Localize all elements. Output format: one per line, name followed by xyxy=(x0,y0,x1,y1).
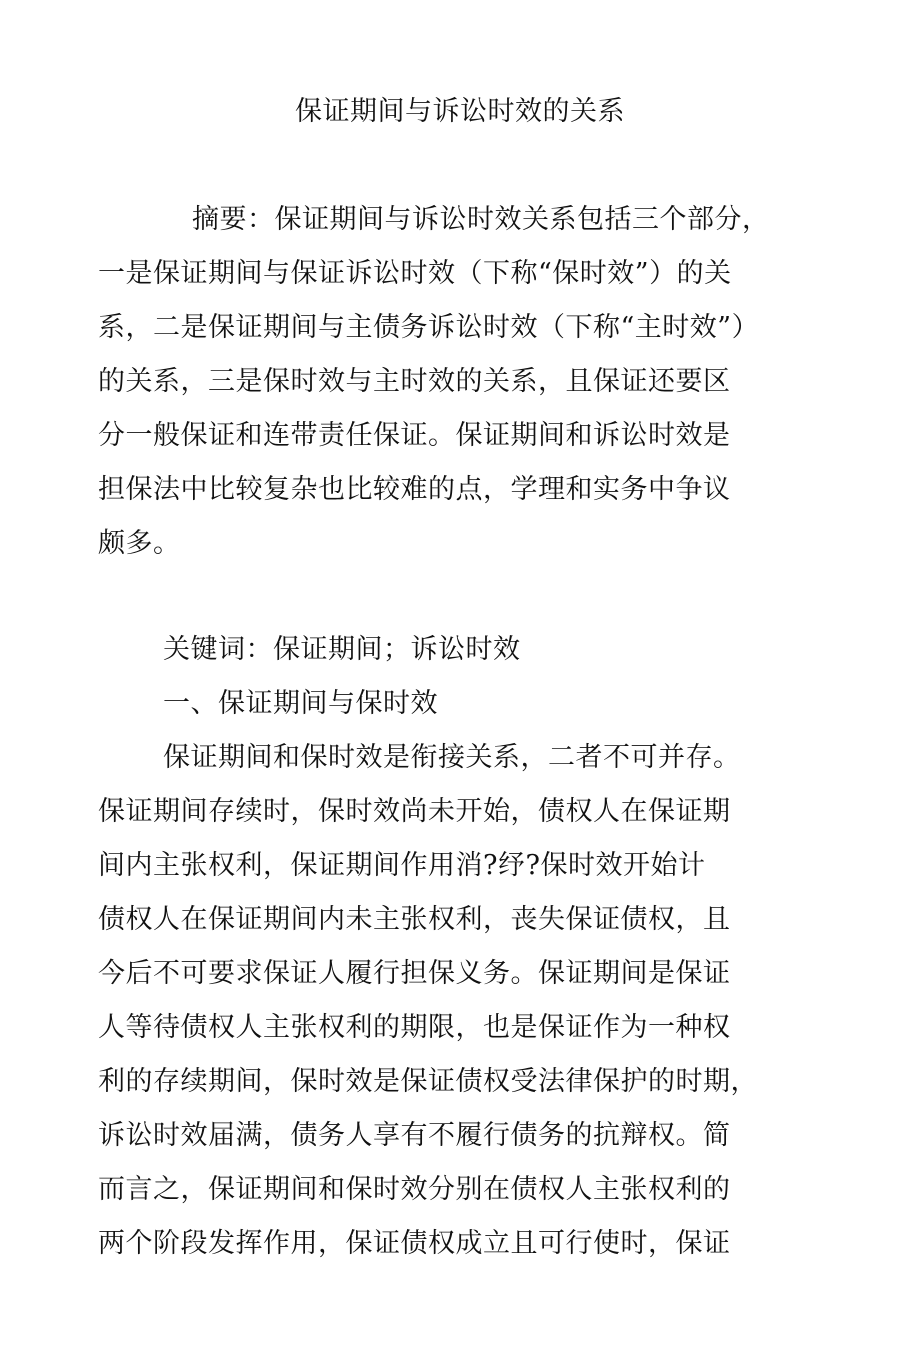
body-line: 保证期间和保时效是衔接关系，二者不可并存。 xyxy=(163,742,741,773)
document-title: 保证期间与诉讼时效的关系 xyxy=(295,96,625,127)
abstract-line: 颇多。 xyxy=(98,528,181,559)
abstract-line: 分一般保证和连带责任保证。保证期间和诉讼时效是 xyxy=(98,420,731,451)
body-line: 人等待债权人主张权利的期限，也是保证作为一种权 xyxy=(98,1012,731,1043)
abstract-line: 担保法中比较复杂也比较难的点，学理和实务中争议 xyxy=(98,474,731,505)
body-line: 利的存续期间，保时效是保证债权受法律保护的时期， xyxy=(98,1066,758,1097)
body-line: 而言之，保证期间和保时效分别在债权人主张权利的 xyxy=(98,1174,731,1205)
body-line: 诉讼时效届满，债务人享有不履行债务的抗辩权。简 xyxy=(98,1120,731,1151)
section-heading: 一、保证期间与保时效 xyxy=(163,688,438,719)
body-line: 债权人在保证期间内未主张权利，丧失保证债权，且 xyxy=(98,904,731,935)
abstract-line: 的关系，三是保时效与主时效的关系，且保证还要区 xyxy=(98,366,731,397)
body-line: 间内主张权利，保证期间作用消?纾?保时效开始计 xyxy=(98,850,706,881)
keywords-line: 关键词：保证期间；诉讼时效 xyxy=(163,634,521,665)
abstract-line: 摘要：保证期间与诉讼时效关系包括三个部分， xyxy=(192,204,770,235)
abstract-line: 一是保证期间与保证诉讼时效（下称“保时效”）的关 xyxy=(98,258,732,289)
body-line: 保证期间存续时，保时效尚未开始，债权人在保证期 xyxy=(98,796,731,827)
body-line: 今后不可要求保证人履行担保义务。保证期间是保证 xyxy=(98,958,731,989)
abstract-line: 系，二是保证期间与主债务诉讼时效（下称“主时效”） xyxy=(98,312,760,343)
body-line: 两个阶段发挥作用，保证债权成立且可行使时，保证 xyxy=(98,1228,731,1259)
